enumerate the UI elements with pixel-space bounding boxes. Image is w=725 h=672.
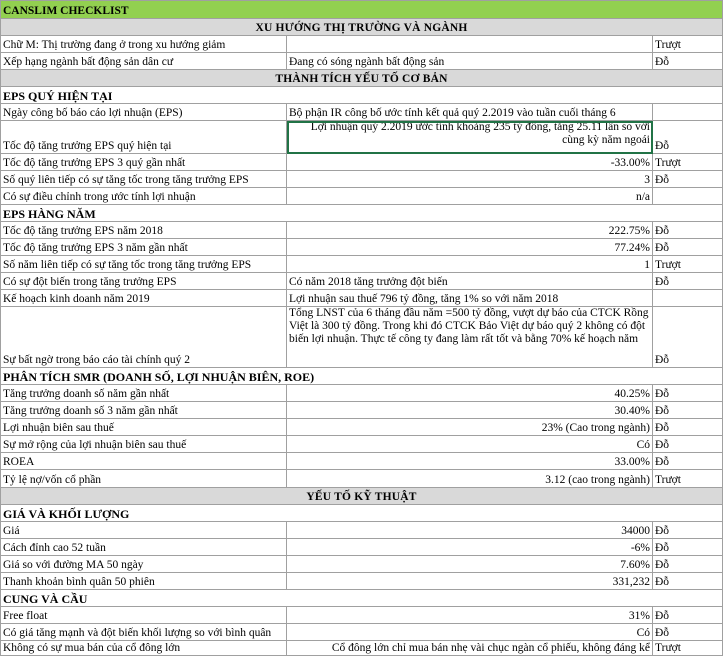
criterion-result[interactable]: Đỗ	[653, 222, 723, 239]
checklist-row	[1, 239, 723, 256]
criterion-value[interactable]: Cổ đông lớn chỉ mua bán nhẹ vài chục ngàn cổ phiếu, không đáng kể	[287, 641, 653, 656]
section-header-market[interactable]: XU HƯỚNG THỊ TRƯỜNG VÀ NGÀNH	[1, 19, 723, 36]
checklist-row	[1, 290, 723, 307]
criterion-value[interactable]: 40.25%	[287, 385, 653, 402]
checklist-row	[1, 607, 723, 624]
criterion-label[interactable]: Có sự điều chỉnh trong ước tính lợi nhuận	[1, 188, 287, 205]
criterion-label[interactable]: Có sự đột biến trong tăng trưởng EPS	[1, 273, 287, 290]
criterion-value[interactable]: 33.00%	[287, 453, 653, 470]
checklist-row	[1, 104, 723, 121]
criterion-value[interactable]	[287, 36, 653, 53]
criterion-result[interactable]: Trượt	[653, 154, 723, 171]
subsection-supply-demand[interactable]: CUNG VÀ CẦU	[1, 590, 723, 607]
criterion-result[interactable]: Trượt	[653, 256, 723, 273]
criterion-result[interactable]: Đỗ	[653, 436, 723, 453]
criterion-label[interactable]: Không có sự mua bán của cổ đông lớn	[1, 641, 287, 656]
criterion-value[interactable]: 3	[287, 171, 653, 188]
subsection-smr[interactable]: PHÂN TÍCH SMR (DOANH SỐ, LỢI NHUẬN BIÊN, ROE)	[1, 368, 723, 385]
criterion-value[interactable]: 34000	[287, 522, 653, 539]
criterion-label[interactable]: Tỷ lệ nợ/vốn cổ phần	[1, 470, 287, 488]
checklist-row	[1, 641, 723, 656]
criterion-value[interactable]: 1	[287, 256, 653, 273]
criterion-result[interactable]: Đỗ	[653, 121, 723, 154]
criterion-result[interactable]: Đỗ	[653, 453, 723, 470]
checklist-row	[1, 256, 723, 273]
criterion-label[interactable]: Thanh khoản bình quân 50 phiên	[1, 573, 287, 590]
criterion-result[interactable]: Đỗ	[653, 573, 723, 590]
criterion-label[interactable]: Cách đỉnh cao 52 tuần	[1, 539, 287, 556]
criterion-value[interactable]: 77.24%	[287, 239, 653, 256]
criterion-value[interactable]: 222.75%	[287, 222, 653, 239]
criterion-value[interactable]: 31%	[287, 607, 653, 624]
criterion-result[interactable]: Đỗ	[653, 556, 723, 573]
criterion-value[interactable]: Có	[287, 624, 653, 641]
criterion-result[interactable]: Đỗ	[653, 171, 723, 188]
checklist-row	[1, 436, 723, 453]
criterion-label[interactable]: Free float	[1, 607, 287, 624]
criterion-label[interactable]: Có giá tăng mạnh và đột biến khối lượng so với bình quân	[1, 624, 287, 641]
checklist-row	[1, 273, 723, 290]
criterion-value[interactable]: Tổng LNST của 6 tháng đầu năm =500 tỷ đồng, vượt dự báo của CTCK Rồng Việt là 300 tỷ đồng. Trong khi đó CTCK Bảo Việt dự báo quý 2 không có đột biến lợi nhuận. Thực tế công ty đang làm rất tốt và bằng 70% kế hoạch năm	[287, 307, 653, 368]
criterion-value[interactable]: -6%	[287, 539, 653, 556]
criterion-result[interactable]: Đỗ	[653, 273, 723, 290]
criterion-result[interactable]: Đỗ	[653, 522, 723, 539]
criterion-value[interactable]: Có	[287, 436, 653, 453]
checklist-row	[1, 419, 723, 436]
checklist-row	[1, 121, 723, 154]
criterion-value[interactable]: Có năm 2018 tăng trưởng đột biến	[287, 273, 653, 290]
criterion-label[interactable]: Lợi nhuận biên sau thuế	[1, 419, 287, 436]
criterion-value[interactable]: 3.12 (cao trong ngành)	[287, 470, 653, 488]
criterion-result[interactable]	[653, 290, 723, 307]
checklist-row	[1, 222, 723, 239]
checklist-row	[1, 522, 723, 539]
criterion-label[interactable]: Tăng trưởng doanh số năm gần nhất	[1, 385, 287, 402]
checklist-row	[1, 539, 723, 556]
checklist-row	[1, 573, 723, 590]
checklist-row	[1, 36, 723, 53]
criterion-label[interactable]: Tốc độ tăng trưởng EPS 3 năm gần nhất	[1, 239, 287, 256]
criterion-value[interactable]: -33.00%	[287, 154, 653, 171]
checklist-row	[1, 453, 723, 470]
criterion-result[interactable]	[653, 104, 723, 121]
checklist-row	[1, 624, 723, 641]
criterion-result[interactable]	[653, 188, 723, 205]
section-header-fundamental[interactable]: THÀNH TÍCH YẾU TỐ CƠ BẢN	[1, 70, 723, 87]
criterion-result[interactable]: Đỗ	[653, 607, 723, 624]
checklist-row	[1, 470, 723, 488]
checklist-row	[1, 385, 723, 402]
criterion-label[interactable]: Số quý liên tiếp có sự tăng tốc trong tăng trưởng EPS	[1, 171, 287, 188]
criterion-label[interactable]: Chữ M: Thị trường đang ở trong xu hướng giảm	[1, 36, 287, 53]
criterion-result[interactable]: Đỗ	[653, 239, 723, 256]
criterion-result[interactable]: Đỗ	[653, 385, 723, 402]
criterion-label[interactable]: Giá so với đường MA 50 ngày	[1, 556, 287, 573]
criterion-result[interactable]: Đỗ	[653, 624, 723, 641]
criterion-label[interactable]: Tốc độ tăng trưởng EPS năm 2018	[1, 222, 287, 239]
criterion-value[interactable]: Đang có sóng ngành bất động sản	[287, 53, 653, 70]
checklist-row	[1, 402, 723, 419]
criterion-label[interactable]: Kế hoạch kinh doanh năm 2019	[1, 290, 287, 307]
checklist-row	[1, 188, 723, 205]
criterion-value[interactable]: 23% (Cao trong ngành)	[287, 419, 653, 436]
criterion-label[interactable]: ROEA	[1, 453, 287, 470]
criterion-result[interactable]: Đỗ	[653, 539, 723, 556]
criterion-label[interactable]: Xếp hạng ngành bất động sản dân cư	[1, 53, 287, 70]
section-header-technical[interactable]: YẾU TỐ KỸ THUẬT	[1, 488, 723, 505]
sheet-title[interactable]: CANSLIM CHECKLIST	[1, 1, 723, 19]
subsection-eps-current[interactable]: EPS QUÝ HIỆN TẠI	[1, 87, 723, 104]
criterion-value[interactable]: 7.60%	[287, 556, 653, 573]
checklist-row	[1, 556, 723, 573]
criterion-result[interactable]: Trượt	[653, 470, 723, 488]
criterion-value-selected-cell[interactable]: Lợi nhuận quý 2.2019 ước tính khoảng 235 tỷ đồng, tăng 25.11 lần so với cùng kỳ năm ngoái	[287, 121, 653, 154]
subsection-price-volume[interactable]: GIÁ VÀ KHỐI LƯỢNG	[1, 505, 723, 522]
criterion-label[interactable]: Tốc độ tăng trưởng EPS quý hiện tại	[1, 121, 287, 154]
checklist-row	[1, 171, 723, 188]
criterion-value[interactable]: Lợi nhuận sau thuế 796 tỷ đồng, tăng 1% so với năm 2018	[287, 290, 653, 307]
criterion-value[interactable]: 30.40%	[287, 402, 653, 419]
criterion-label[interactable]: Sự mở rộng của lợi nhuận biên sau thuế	[1, 436, 287, 453]
criterion-label[interactable]: Ngày công bố báo cáo lợi nhuận (EPS)	[1, 104, 287, 121]
checklist-row	[1, 307, 723, 368]
criterion-value[interactable]: 331,232	[287, 573, 653, 590]
criterion-value[interactable]: Bộ phận IR công bố ước tính kết quả quý 2.2019 vào tuần cuối tháng 6	[287, 104, 653, 121]
criterion-label[interactable]: Tăng trưởng doanh số 3 năm gần nhất	[1, 402, 287, 419]
checklist-row	[1, 154, 723, 171]
criterion-result[interactable]: Đỗ	[653, 402, 723, 419]
criterion-result[interactable]: Trượt	[653, 36, 723, 53]
criterion-result[interactable]: Đỗ	[653, 53, 723, 70]
criterion-result[interactable]: Trượt	[653, 641, 723, 656]
criterion-label[interactable]: Giá	[1, 522, 287, 539]
criterion-label[interactable]: Tốc độ tăng trưởng EPS 3 quý gần nhất	[1, 154, 287, 171]
criterion-result[interactable]: Đỗ	[653, 307, 723, 368]
criterion-result[interactable]: Đỗ	[653, 419, 723, 436]
checklist-row	[1, 53, 723, 70]
criterion-value[interactable]: n/a	[287, 188, 653, 205]
criterion-label[interactable]: Sự bất ngờ trong báo cáo tài chính quý 2	[1, 307, 287, 368]
criterion-label[interactable]: Số năm liên tiếp có sự tăng tốc trong tăng trưởng EPS	[1, 256, 287, 273]
subsection-eps-annual[interactable]: EPS HÀNG NĂM	[1, 205, 723, 222]
